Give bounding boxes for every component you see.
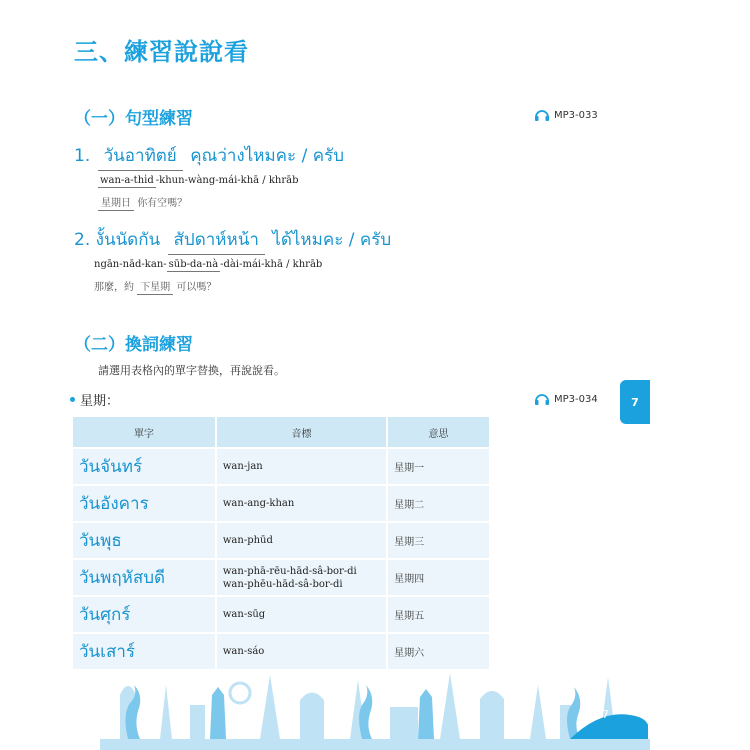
- sentence-number: 2.: [74, 230, 91, 250]
- translation-prefix: 那麼，約: [94, 282, 134, 293]
- phonetic: wan-sáo: [217, 634, 388, 671]
- headphones-icon: [534, 392, 550, 406]
- meaning: 星期三: [388, 523, 491, 560]
- phonetic: wan-jan: [217, 449, 388, 486]
- thai-sentence: ได้ไหมคะ / ครับ: [272, 230, 392, 250]
- thai-word: วันศุกร์: [73, 597, 217, 634]
- substitution-slot: สัปดาห์หน้า: [168, 226, 265, 255]
- meaning: 星期四: [388, 560, 491, 597]
- table-row: [73, 449, 491, 486]
- phonetic-line-2: wan-phēu-hād-sâ-bor-di: [222, 578, 343, 590]
- meaning: 星期六: [388, 634, 491, 671]
- column-header-word: 單字: [73, 417, 217, 449]
- section-title-sentence-practice: （一）句型練習: [74, 109, 193, 129]
- page-title: 三、練習說說看: [74, 38, 249, 66]
- instruction-text: 請選用表格內的單字替換，再說說看。: [98, 364, 285, 377]
- column-header-phonetic: 音標: [217, 417, 388, 449]
- thai-word: วันพฤหัสบดี: [73, 560, 217, 597]
- thai-word: วันอังคาร: [73, 486, 217, 523]
- translation: 可以嗎？: [176, 282, 217, 293]
- headphones-icon: [534, 108, 550, 122]
- thai-word: วันพุธ: [73, 523, 217, 560]
- table-row: [73, 523, 491, 560]
- phonetic: wan-sūg: [217, 597, 388, 634]
- phonetic: wan-ang-khan: [217, 486, 388, 523]
- topic-label: [70, 390, 119, 409]
- page-number: 77: [595, 707, 609, 721]
- sentence-2: [74, 226, 391, 295]
- table-header-row: [73, 417, 491, 449]
- phonetic: wan-phūd: [217, 523, 388, 560]
- audio-track-code: MP3-034: [554, 393, 598, 405]
- section-title-word-substitution: （二）換詞練習: [74, 335, 193, 355]
- thai-sentence: คุณว่างไหมคะ / ครับ: [190, 146, 345, 166]
- bullet-icon: [70, 397, 75, 402]
- thai-word: วันจันทร์: [73, 449, 217, 486]
- translation-slot: 星期日: [98, 194, 134, 211]
- translation: 你有空嗎？: [137, 198, 188, 209]
- romanization: -khun-wàng-mái-khā / khrāb: [155, 175, 299, 186]
- topic-text: 星期：: [80, 394, 120, 409]
- table-row: [73, 560, 491, 597]
- phonetic: [217, 560, 388, 597]
- meaning: 星期一: [388, 449, 491, 486]
- phonetic-line-1: wan-phā-rēu-hād-sâ-bor-di: [222, 565, 357, 577]
- sentence-number: 1.: [74, 146, 91, 166]
- audio-track-label[interactable]: [534, 108, 598, 122]
- meaning: 星期五: [388, 597, 491, 634]
- sentence-1: [74, 142, 344, 211]
- thai-word: วันเสาร์: [73, 634, 217, 671]
- thai-temple-footer-illustration: [100, 655, 650, 750]
- thai-sentence-prefix: งั้นนัดกัน: [95, 230, 161, 250]
- translation-slot: 下星期: [137, 278, 173, 295]
- substitution-slot: วันอาทิตย์: [98, 142, 183, 171]
- table-row: [73, 486, 491, 523]
- vocabulary-table: [73, 417, 491, 671]
- romanization-slot: wan-a-thi̍d: [100, 175, 154, 186]
- audio-track-code: MP3-033: [554, 109, 598, 121]
- meaning: 星期二: [388, 486, 491, 523]
- table-row: [73, 597, 491, 634]
- audio-track-label[interactable]: [534, 392, 598, 406]
- chapter-tab: 7: [620, 380, 650, 424]
- column-header-meaning: 意思: [388, 417, 491, 449]
- romanization-prefix: ngān-nād-kan-: [94, 259, 167, 270]
- romanization: -dài-mái-khā / khrāb: [220, 259, 323, 270]
- romanization-slot: sūb-da-nà: [168, 259, 219, 270]
